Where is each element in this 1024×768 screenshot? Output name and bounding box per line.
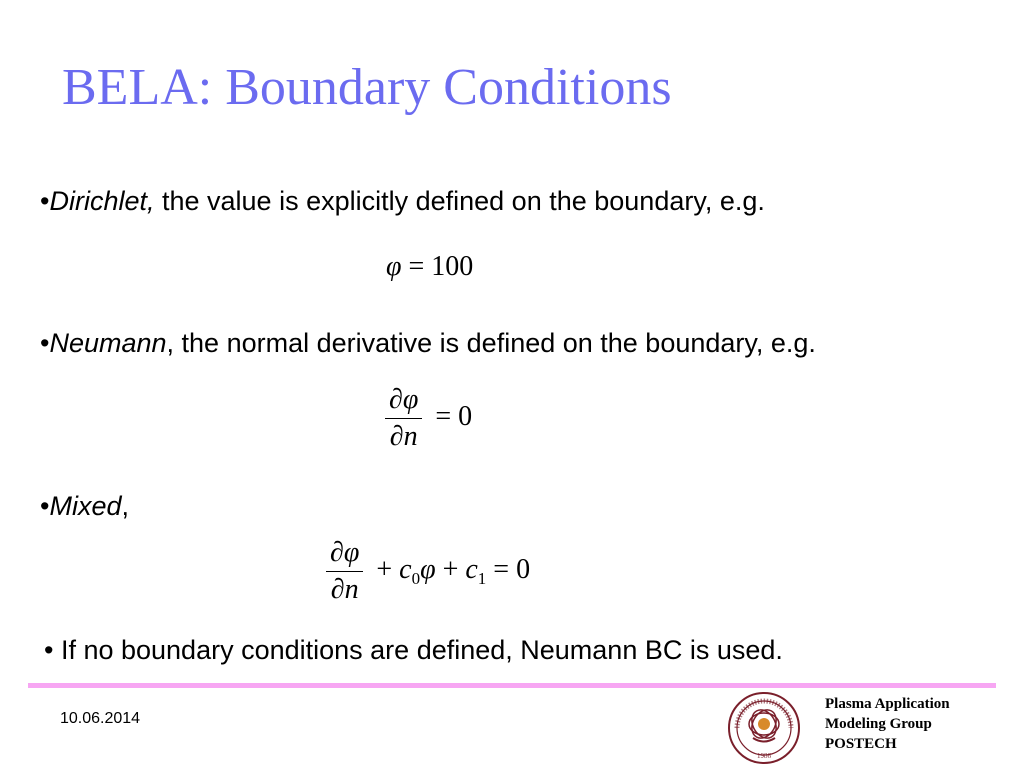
eq-value: 0: [458, 400, 473, 432]
eq-phi: φ: [386, 251, 402, 282]
fraction-denominator: ∂n: [389, 421, 418, 452]
fraction-dphi-dn: [326, 539, 363, 604]
eq-value: 0: [516, 553, 531, 585]
eq-equals: =: [401, 251, 432, 282]
equation-neumann: [385, 386, 472, 451]
term-mixed: Mixed: [49, 491, 122, 521]
term-neumann: Neumann: [49, 328, 167, 358]
fraction-denominator: ∂n: [330, 574, 359, 605]
bullet-text: If no boundary conditions are defined, Neumann BC is used.: [53, 635, 783, 665]
slide-title: BELA: Boundary Conditions: [62, 59, 672, 116]
eq-c0-subscript: 0: [411, 568, 421, 588]
bullet-default-bc: [44, 637, 783, 664]
bullet-text: ,: [121, 491, 129, 521]
eq-c1: c: [465, 553, 478, 585]
organization-name: [825, 694, 950, 754]
fraction-dphi-dn: [385, 386, 422, 451]
bullet-dirichlet: [40, 188, 765, 215]
bullet-mixed: [40, 493, 129, 520]
org-line-1: Plasma Application: [825, 696, 950, 712]
eq-value: 100: [431, 251, 474, 282]
eq-equals: =: [486, 553, 517, 585]
bullet-text: the value is explicitly defined on the boundary, e.g.: [154, 186, 765, 216]
org-line-3: POSTECH: [825, 736, 897, 752]
eq-phi: φ: [420, 553, 436, 585]
bullet-text: , the normal derivative is defined on the boundary, e.g.: [166, 328, 816, 358]
eq-equals: =: [428, 400, 459, 432]
equation-dirichlet: [386, 253, 473, 281]
org-line-2: Modeling Group: [825, 716, 932, 732]
footer-date: 10.06.2014: [60, 710, 141, 727]
eq-plus: +: [435, 553, 466, 585]
footer-divider: [28, 683, 996, 688]
term-dirichlet: Dirichlet,: [49, 186, 155, 216]
bullet-marker: •: [40, 491, 50, 521]
eq-plus: +: [369, 553, 400, 585]
fraction-numerator: ∂φ: [385, 386, 422, 419]
bullet-marker: •: [40, 186, 50, 216]
eq-c0: c: [399, 553, 412, 585]
eq-c1-subscript: 1: [477, 568, 487, 588]
bullet-marker: •: [40, 328, 50, 358]
bullet-neumann: [40, 330, 816, 357]
logo-year: 1986: [757, 752, 771, 760]
university-seal-logo: [727, 691, 801, 765]
fraction-numerator: ∂φ: [326, 539, 363, 572]
bullet-marker: •: [44, 635, 54, 665]
equation-mixed: [326, 539, 530, 604]
